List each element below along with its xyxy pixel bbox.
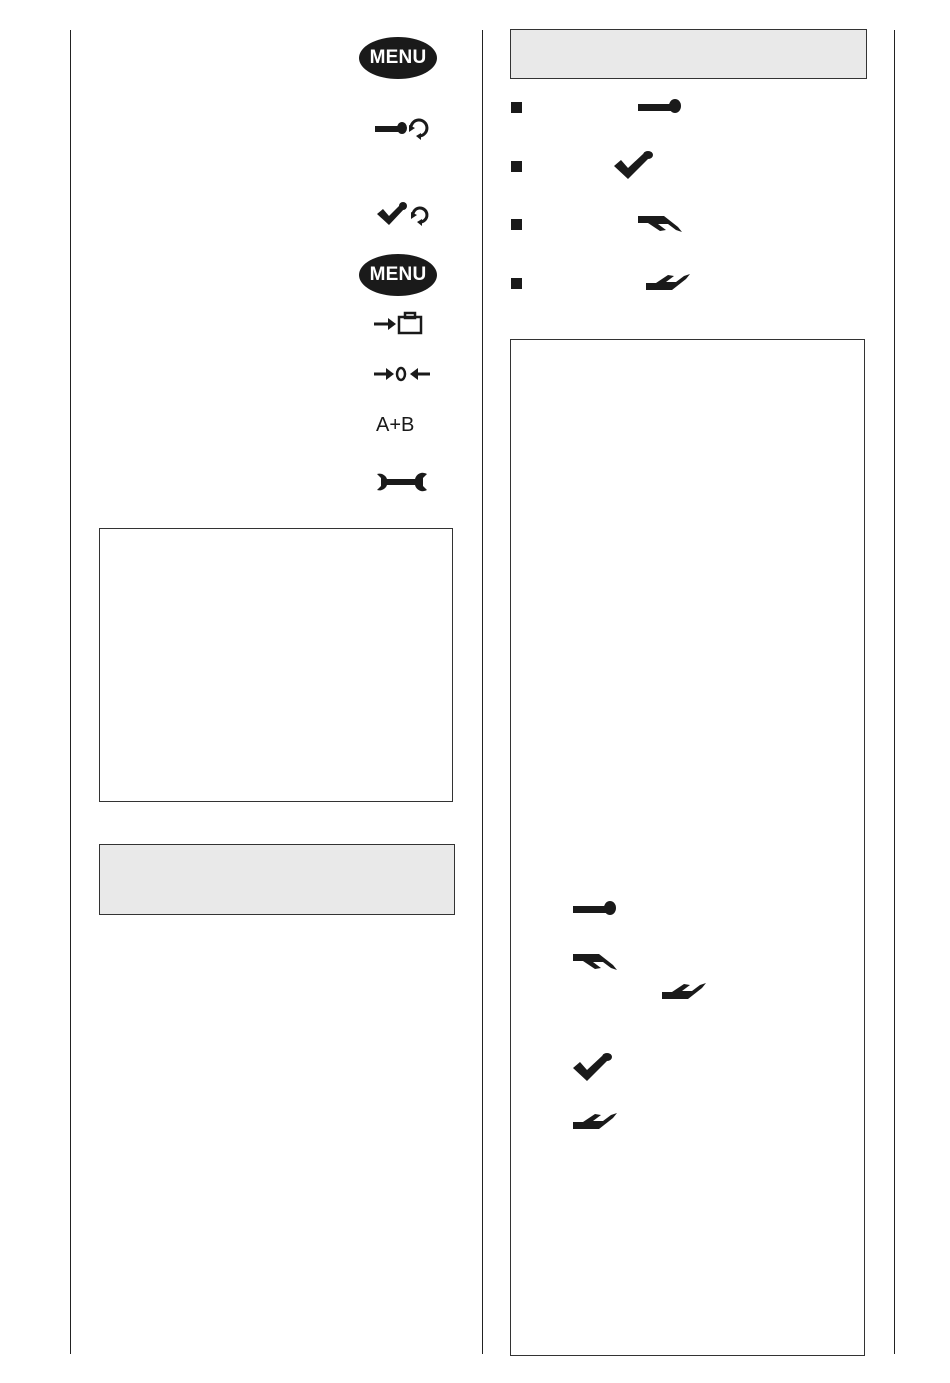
bullet-2 <box>511 161 522 172</box>
bullet-4 <box>511 278 522 289</box>
hand-up-icon <box>644 271 692 293</box>
arrows-to-zero-icon <box>372 361 432 387</box>
wrench-icon <box>375 470 429 494</box>
hand-down-icon <box>636 213 684 235</box>
instructions-box <box>510 339 865 1356</box>
arrow-to-box-icon <box>372 311 426 337</box>
check-refresh-icon <box>375 200 431 230</box>
hand-down-icon-list <box>571 951 619 973</box>
right-margin-rule <box>894 30 895 1354</box>
check-icon <box>612 150 656 182</box>
check-icon-list <box>571 1052 615 1084</box>
bullet-1 <box>511 102 522 113</box>
menu-button: MENU <box>359 37 437 79</box>
section-heading-box-right <box>510 29 867 79</box>
center-rule <box>482 30 483 1354</box>
extend-refresh-icon <box>373 116 429 142</box>
extend-icon <box>636 96 684 118</box>
menu-button-2: MENU <box>359 254 437 296</box>
left-margin-rule <box>70 30 71 1354</box>
note-box <box>99 528 453 802</box>
bullet-3 <box>511 219 522 230</box>
a-plus-b-label: A+B <box>376 414 415 436</box>
extend-icon-list <box>571 898 619 920</box>
hand-up-icon-list-2 <box>571 1110 619 1132</box>
hand-up-icon-list <box>660 980 708 1002</box>
section-heading-box <box>99 844 455 915</box>
